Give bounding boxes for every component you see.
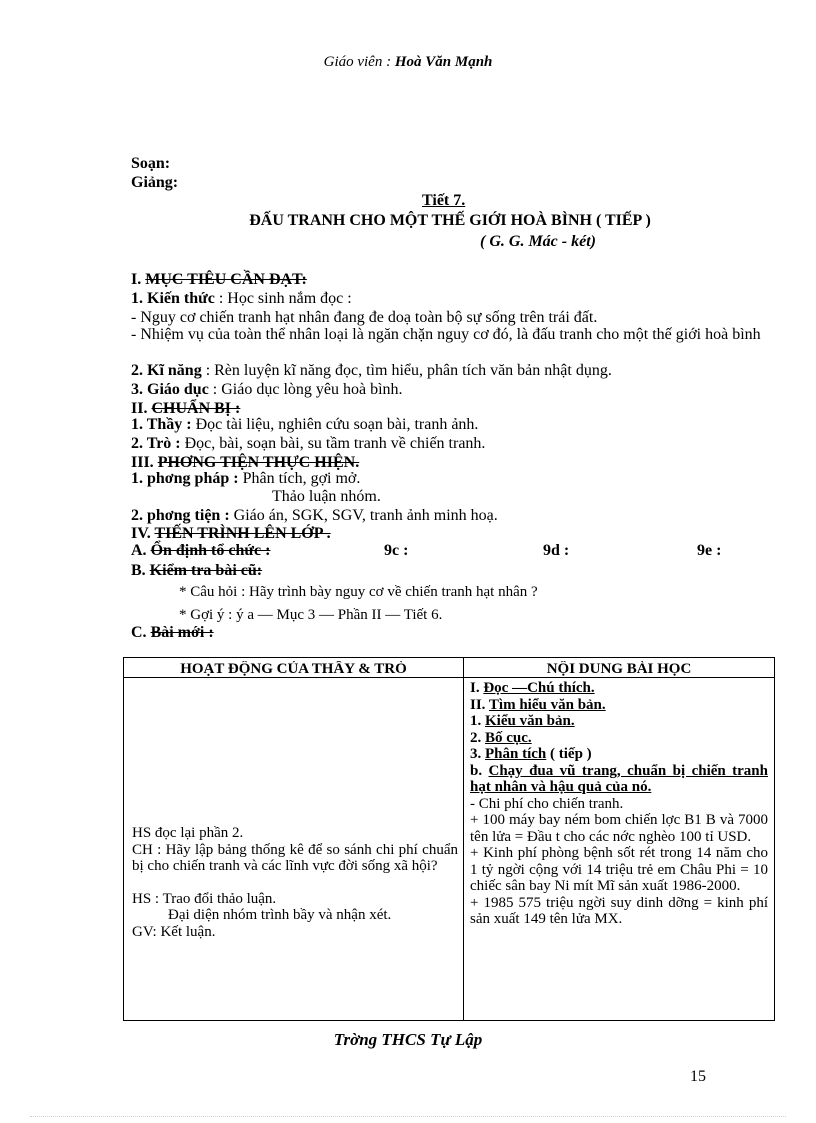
section1-title: MỤC TIÊU CẦN ĐẠT:	[145, 271, 307, 288]
right-line-2: II. Tìm hiểu văn bản.	[470, 696, 606, 713]
section4-title: TIẾN TRÌNH LÊN LỚP .	[154, 525, 331, 542]
header-prefix: Giáo viên :	[323, 54, 392, 70]
soan-label: Soạn:	[131, 155, 171, 172]
review-label: B.	[131, 562, 146, 579]
student-prep-line	[131, 435, 485, 453]
page-header	[0, 54, 816, 71]
means-text: Giáo án, SGK, SGV, tranh ảnh minh hoạ.	[233, 507, 498, 524]
knowledge-text: : Học sinh nắm đọc :	[218, 290, 352, 307]
method-line	[131, 470, 360, 488]
new-lesson-text: Bài mới :	[150, 624, 214, 641]
lesson-number: Tiết 7.	[422, 192, 466, 209]
review-line	[131, 562, 262, 580]
review-question: * Câu hỏi : Hãy trình bày nguy cơ về chiến tranh hạt nhân ?	[179, 584, 538, 600]
section3-num: III.	[131, 454, 154, 471]
lesson-table	[123, 657, 775, 1021]
section4-num: IV.	[131, 525, 151, 542]
teacher-name: Hoà Văn Mạnh	[394, 54, 493, 70]
school-footer: Trờng THCS Tự Lập	[333, 1030, 483, 1049]
left-line-5: GV: Kết luận.	[132, 923, 216, 940]
method-text-2: Thảo luận nhóm.	[272, 488, 381, 505]
stabilize-label: A.	[131, 542, 147, 559]
section4-heading	[131, 525, 331, 543]
knowledge-label: 1. Kiến thức	[131, 290, 215, 307]
right-line-5: 3. Phân tích ( tiếp )	[470, 746, 592, 762]
skill-text: : Rèn luyện kĩ năng đọc, tìm hiểu, phân tích văn bản nhật dụng.	[205, 362, 612, 379]
section1-num: I.	[131, 271, 142, 288]
knowledge-item-2: - Nhiệm vụ của toàn thể nhân loại là ngăn chặn nguy cơ đó, là đấu tranh cho một thế giới hoà bình	[131, 326, 761, 343]
left-line-1: HS đọc lại phần 2.	[132, 825, 244, 841]
skill-label: 2. Kĩ năng	[131, 362, 202, 379]
lesson-title: ĐẤU TRANH CHO MỘT THẾ GIỚI HOÀ BÌNH ( TIẾP )	[249, 212, 651, 229]
education-text: : Giáo dục lòng yêu hoà bình.	[212, 381, 403, 398]
section1-heading	[131, 271, 307, 289]
left-line-3: HS : Trao đổi thảo luận.	[132, 890, 277, 907]
right-column	[470, 680, 768, 928]
knowledge-item-1: - Nguy cơ chiến tranh hạt nhân đang đe doạ toàn bộ sự sống trên trái đất.	[131, 309, 598, 326]
class-9d: 9d :	[543, 542, 570, 559]
review-hint: * Gợi ý : ý a — Mục 3 — Phần II — Tiết 6.	[179, 607, 443, 623]
section2-title: CHUẨN BỊ :	[151, 400, 241, 417]
left-spacer	[132, 875, 458, 891]
section3-title: PHƠNG TIỆN THỰC HIỆN.	[157, 454, 360, 471]
new-lesson-line	[131, 624, 214, 642]
method-label: 1. phơng pháp :	[131, 470, 239, 487]
lesson-author: ( G. G. Mác - két)	[480, 233, 596, 250]
page-number: 15	[690, 1068, 706, 1085]
teacher-prep-line	[131, 416, 478, 434]
teacher-prep-label: 1. Thầy :	[131, 416, 192, 433]
right-line-4: 2. Bố cục.	[470, 729, 532, 746]
table-column-divider	[463, 658, 464, 1020]
education-line	[131, 381, 403, 399]
means-line	[131, 507, 498, 525]
right-line-7: - Chi phí cho chiến tranh.	[470, 795, 624, 812]
stabilize-text: Ổn định tổ chức :	[150, 542, 271, 559]
right-line-8: + 100 máy bay ném bom chiến lợc B1 B và 7000 tên lửa = Đầu t cho các nớc nghèo 100 tỉ USD.	[470, 812, 768, 845]
means-label: 2. phơng tiện :	[131, 507, 230, 524]
class-9e: 9e :	[697, 542, 722, 559]
method-text-1: Phân tích, gợi mở.	[242, 470, 361, 487]
student-prep-text: Đọc, bài, soạn bài, su tầm tranh về chiến tranh.	[184, 435, 486, 452]
giang-label: Giảng:	[131, 174, 179, 191]
table-header-divider	[124, 677, 774, 678]
page-bottom-border	[30, 1116, 786, 1117]
right-line-9: + Kinh phí phòng bệnh sốt rét trong 14 năm cho 1 tỷ ngời cộng với 14 triệu trẻ em Châu Phi = 10 chiếc sân bay Ni mít Mĩ sản xuất 1986-2000.	[470, 845, 768, 894]
student-prep-label: 2. Trò :	[131, 435, 181, 452]
new-lesson-label: C.	[131, 624, 147, 641]
right-line-6: b. Chạy đua vũ trang, chuẩn bị chiến tranh hạt nhân và hậu quả của nó.	[470, 762, 768, 795]
knowledge-line	[131, 290, 352, 308]
right-line-1: I. Đọc —Chú thích.	[470, 680, 595, 696]
review-text: Kiểm tra bài cũ:	[149, 562, 263, 579]
teacher-prep-text: Đọc tài liệu, nghiên cứu soạn bài, tranh ảnh.	[195, 416, 479, 433]
right-line-3: 1. Kiểu văn bản.	[470, 713, 575, 729]
education-label: 3. Giáo dục	[131, 381, 209, 398]
right-line-10: + 1985 575 triệu ngời suy dinh dỡng = kinh phí sản xuất 149 tên lửa MX.	[470, 894, 768, 927]
table-header-activities: HOẠT ĐỘNG CỦA THẦY & TRÒ	[180, 661, 407, 676]
left-line-2: CH : Hãy lập bảng thống kê để so sánh chi phí chuẩn bị cho chiến tranh và các lĩnh vực đời sống xã hội?	[132, 841, 458, 874]
left-line-4: Đại diện nhóm trình bầy và nhận xét.	[168, 907, 392, 923]
section2-num: II.	[131, 400, 148, 417]
table-header-content: NỘI DUNG BÀI HỌC	[546, 661, 692, 676]
stabilize-line	[131, 542, 270, 560]
left-column	[132, 825, 458, 940]
class-9c: 9c :	[384, 542, 409, 559]
skill-line	[131, 362, 612, 380]
